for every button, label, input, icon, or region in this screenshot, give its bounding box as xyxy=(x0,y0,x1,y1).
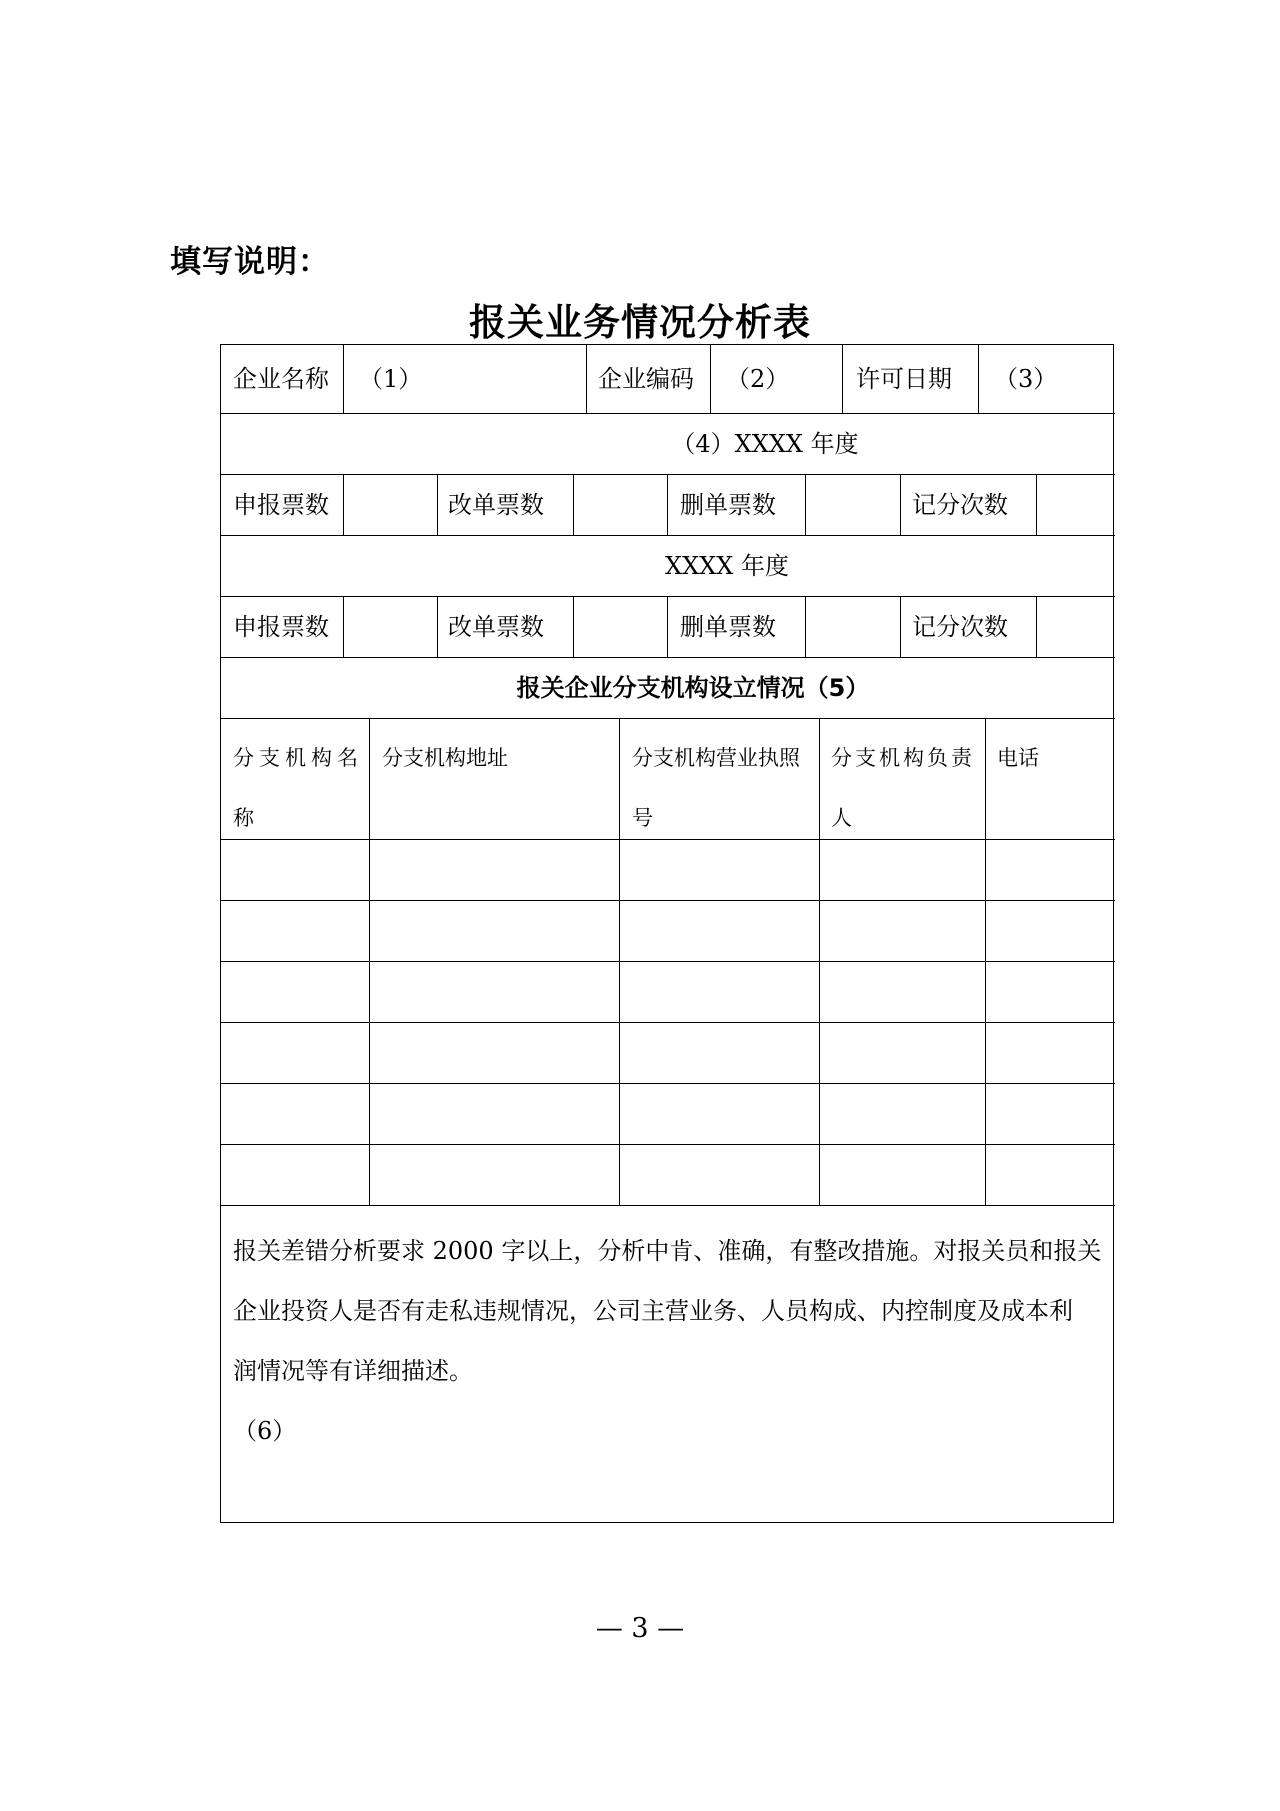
declare-count-label: 申报票数 xyxy=(233,613,329,641)
row-divider xyxy=(221,900,1115,901)
row-divider xyxy=(221,535,1115,536)
license-date-label: 许可日期 xyxy=(856,365,952,393)
row-divider xyxy=(221,1083,1115,1084)
col-divider xyxy=(343,345,344,413)
year-header-current: （4）XXXX 年度 xyxy=(671,430,859,458)
score-count-label: 记分次数 xyxy=(912,491,1008,519)
branch-section-title-text: 报关企业分支机构设立情况（5） xyxy=(516,674,870,702)
modify-count-label: 改单票数 xyxy=(448,491,544,519)
col-divider xyxy=(805,474,806,535)
col-divider xyxy=(805,596,806,657)
col-header-branch-manager-cont: 人 xyxy=(831,806,852,830)
col-divider xyxy=(586,345,587,413)
company-name-value: （1） xyxy=(359,365,423,393)
analysis-line: 企业投资人是否有走私违规情况，公司主营业务、人员构成、内控制度及成本利 xyxy=(233,1297,1073,1325)
col-header-branch-name-cont: 称 xyxy=(233,806,254,830)
col-divider xyxy=(343,596,344,657)
row-divider xyxy=(221,1205,1115,1206)
col-divider xyxy=(619,718,620,1205)
delete-count-label: 删单票数 xyxy=(680,491,776,519)
col-header-branch-address: 分支机构地址 xyxy=(382,746,508,770)
row-divider xyxy=(221,657,1115,658)
col-divider xyxy=(667,474,668,535)
form-title: 报关业务情况分析表 xyxy=(469,301,811,344)
company-code-label: 企业编码 xyxy=(598,365,694,393)
row-divider xyxy=(221,596,1115,597)
col-divider xyxy=(978,345,979,413)
year-header-previous: XXXX 年度 xyxy=(665,552,789,580)
col-header-branch-manager: 分支机构负责 xyxy=(831,746,975,770)
col-header-phone: 电话 xyxy=(997,746,1039,770)
row-divider xyxy=(221,1144,1115,1145)
col-divider xyxy=(900,596,901,657)
col-divider xyxy=(819,718,820,1205)
col-divider xyxy=(900,474,901,535)
company-name-label: 企业名称 xyxy=(233,365,329,393)
declare-count-label: 申报票数 xyxy=(233,491,329,519)
col-header-branch-license: 分支机构营业执照 xyxy=(632,746,800,770)
col-divider xyxy=(573,474,574,535)
company-code-value: （2） xyxy=(726,365,790,393)
col-divider xyxy=(1036,596,1037,657)
col-divider xyxy=(437,474,438,535)
col-header-branch-license-cont: 号 xyxy=(632,806,653,830)
col-divider xyxy=(437,596,438,657)
col-divider xyxy=(1036,474,1037,535)
col-divider xyxy=(343,474,344,535)
col-divider xyxy=(842,345,843,413)
instructions-heading: 填写说明： xyxy=(170,244,330,280)
analysis-line: 报关差错分析要求 2000 字以上，分析中肯、准确，有整改措施。对报关员和报关 xyxy=(233,1237,1102,1265)
modify-count-label: 改单票数 xyxy=(448,613,544,641)
col-divider xyxy=(985,718,986,1205)
analysis-requirements xyxy=(233,1221,1108,1461)
row-divider xyxy=(221,474,1115,475)
page-number: — 3 — xyxy=(595,1613,685,1644)
license-date-value: （3） xyxy=(994,365,1058,393)
row-divider xyxy=(221,1022,1115,1023)
analysis-marker: （6） xyxy=(233,1417,297,1445)
row-divider xyxy=(221,413,1115,414)
delete-count-label: 删单票数 xyxy=(680,613,776,641)
col-divider xyxy=(710,345,711,413)
row-divider xyxy=(221,839,1115,840)
col-divider xyxy=(369,718,370,1205)
score-count-label: 记分次数 xyxy=(912,613,1008,641)
col-header-branch-name: 分支机构名 xyxy=(233,746,363,770)
row-divider xyxy=(221,961,1115,962)
analysis-line: 润情况等有详细描述。 xyxy=(233,1357,473,1385)
col-divider xyxy=(667,596,668,657)
branch-section-title xyxy=(221,676,1165,700)
col-divider xyxy=(573,596,574,657)
row-divider xyxy=(221,718,1115,719)
analysis-form-table xyxy=(220,344,1114,1523)
